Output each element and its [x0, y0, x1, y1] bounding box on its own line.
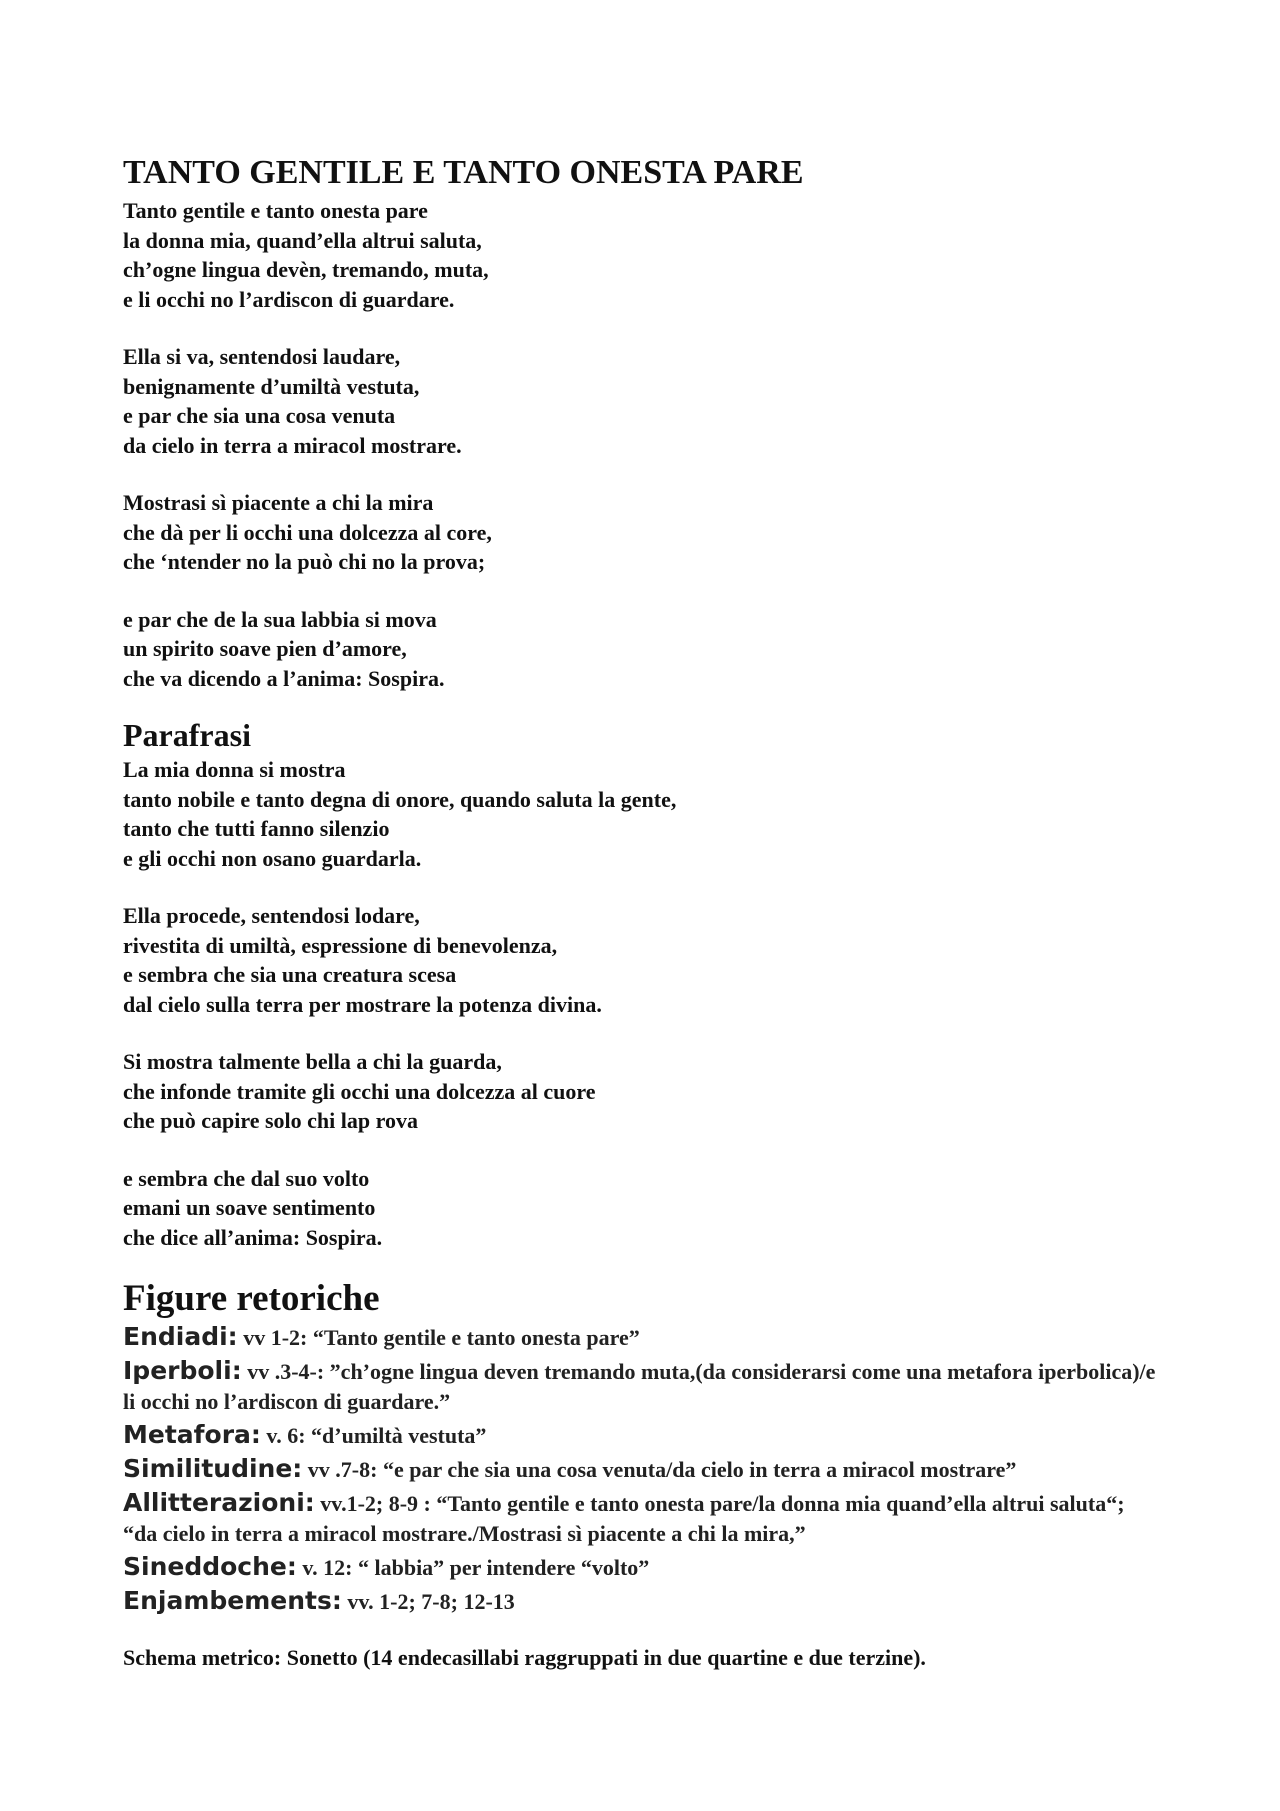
schema-metrico: Schema metrico: Sonetto (14 endecasillabi raggruppati in due quartine e due terzine).	[123, 1645, 926, 1670]
parafrasi-line: e sembra che dal suo volto	[123, 1165, 370, 1191]
parafrasi-heading: Parafrasi	[123, 717, 251, 753]
parafrasi-stanza	[123, 901, 1163, 1019]
poem-line: Mostrasi sì piacente a chi la mira	[123, 490, 434, 515]
parafrasi-line: tanto nobile e tanto degna di onore, quando saluta la gente,	[123, 786, 677, 812]
parafrasi-line: che dice all’anima: Sospira.	[123, 1224, 383, 1250]
poem-title: TANTO GENTILE E TANTO ONESTA PARE	[123, 154, 804, 191]
poem-body	[123, 196, 1163, 693]
figure-list	[123, 1322, 1163, 1617]
figure-text: vv 1-2: “Tanto gentile e tanto onesta pare”	[237, 1325, 640, 1350]
poem-stanza	[123, 605, 1163, 694]
poem-line: Tanto gentile e tanto onesta pare	[123, 198, 428, 223]
figure-label: Metafora:	[123, 1420, 261, 1449]
poem-line: e par che de la sua labbia si mova	[123, 606, 437, 632]
poem-stanza	[123, 342, 1163, 460]
parafrasi-line: Si mostra talmente bella a chi la guarda,	[123, 1049, 502, 1074]
figure-text: vv. 1-2; 7-8; 12-13	[341, 1589, 515, 1614]
poem-stanza	[123, 196, 1163, 314]
parafrasi-stanza	[123, 755, 1163, 873]
poem-line: benignamente d’umiltà vestuta,	[123, 373, 420, 399]
parafrasi-stanza	[123, 1164, 1163, 1253]
figure-label: Allitterazioni:	[123, 1488, 315, 1517]
figure-text: vv .7-8: “e par che sia una cosa venuta/da cielo in terra a miracol mostrare”	[302, 1457, 1017, 1482]
figure-item	[123, 1420, 1163, 1451]
poem-line: la donna mia, quand’ella altrui saluta,	[123, 227, 482, 253]
figure-label: Iperboli:	[123, 1356, 242, 1385]
figure-item	[123, 1322, 1163, 1353]
document-page	[123, 150, 1163, 1673]
figure-label: Similitudine:	[123, 1454, 303, 1483]
poem-line: ch’ogne lingua devèn, tremando, muta,	[123, 257, 489, 282]
poem-line: che dà per li occhi una dolcezza al core,	[123, 519, 492, 545]
figure-text: v. 12: “ labbia” per intendere “volto”	[296, 1555, 650, 1580]
parafrasi-line: e sembra che sia una creatura scesa	[123, 962, 457, 987]
parafrasi-line: che infonde tramite gli occhi una dolcezza al cuore	[123, 1078, 596, 1104]
figure-item	[123, 1488, 1163, 1549]
poem-line: un spirito soave pien d’amore,	[123, 636, 407, 661]
parafrasi-line: emani un soave sentimento	[123, 1195, 376, 1220]
parafrasi-line: e gli occhi non osano guardarla.	[123, 845, 422, 871]
figure-label: Endiadi:	[123, 1322, 238, 1351]
parafrasi-line: dal cielo sulla terra per mostrare la potenza divina.	[123, 991, 602, 1017]
parafrasi-stanza	[123, 1047, 1163, 1136]
figure-text: vv.1-2; 8-9 : “Tanto gentile e tanto onesta pare/la donna mia quand’ella altrui saluta“; “da cielo in terra a miracol mostrare./Mostrasi sì piacente a chi la mira,”	[123, 1491, 1125, 1546]
poem-line: da cielo in terra a miracol mostrare.	[123, 432, 462, 458]
figure-label: Enjambements:	[123, 1586, 342, 1615]
parafrasi-line: rivestita di umiltà, espressione di benevolenza,	[123, 932, 558, 958]
poem-line: che ‘ntender no la può chi no la prova;	[123, 549, 486, 574]
parafrasi-line: tanto che tutti fanno silenzio	[123, 816, 390, 841]
figure-heading: Figure retoriche	[123, 1278, 380, 1319]
parafrasi-body	[123, 755, 1163, 1252]
poem-stanza	[123, 488, 1163, 577]
figure-item	[123, 1552, 1163, 1583]
poem-line: che va dicendo a l’anima: Sospira.	[123, 665, 445, 691]
poem-line: e li occhi no l’ardiscon di guardare.	[123, 286, 455, 312]
figure-text: vv .3-4-: ”ch’ogne lingua deven tremando muta,(da considerarsi come una metafora iperbolica)/e li occhi no l’ardiscon di guardare.”	[123, 1359, 1156, 1414]
figure-item	[123, 1454, 1163, 1485]
figure-item	[123, 1586, 1163, 1617]
poem-line: e par che sia una cosa venuta	[123, 403, 396, 428]
parafrasi-line: che può capire solo chi lap rova	[123, 1108, 418, 1133]
figure-text: v. 6: “d’umiltà vestuta”	[260, 1423, 487, 1448]
parafrasi-line: La mia donna si mostra	[123, 757, 346, 782]
parafrasi-line: Ella procede, sentendosi lodare,	[123, 903, 420, 928]
poem-line: Ella si va, sentendosi laudare,	[123, 344, 401, 369]
figure-item	[123, 1356, 1163, 1417]
figure-label: Sineddoche:	[123, 1552, 297, 1581]
